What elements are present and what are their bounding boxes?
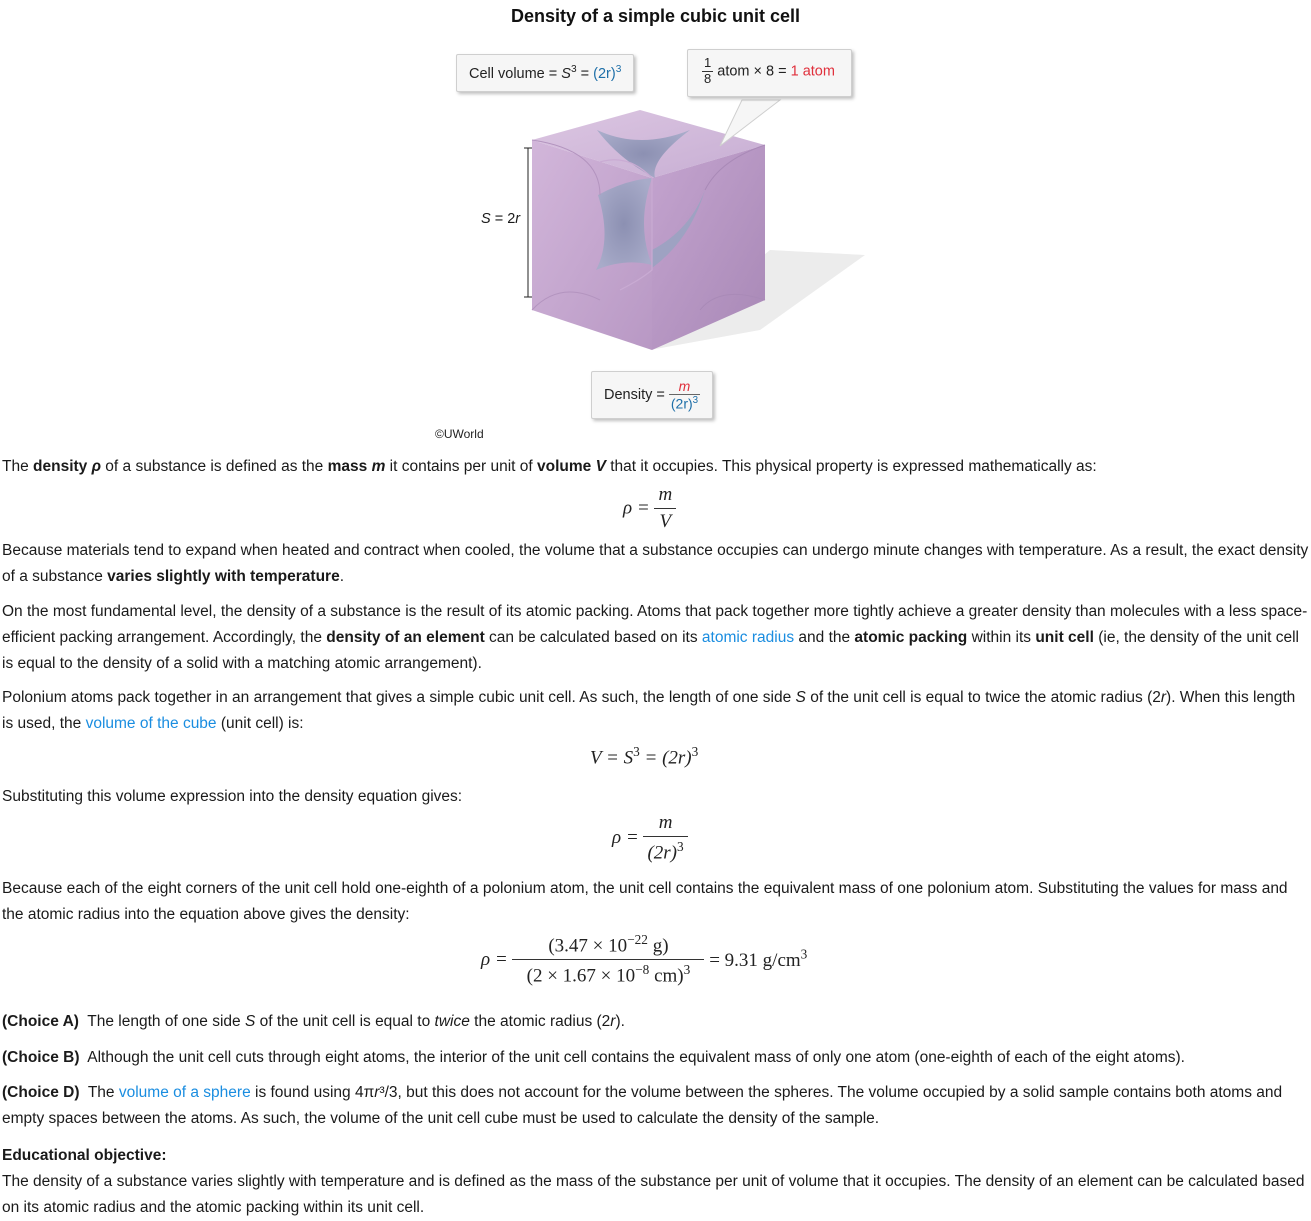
text-fragment: it contains per unit of [385,458,537,475]
text-fragment: twice [434,1013,470,1030]
text-fragment: m [669,378,700,395]
text-fragment: is found using 4π [250,1084,375,1101]
text-fragment: 3 [683,962,691,978]
text-fragment: (2r) [647,842,678,864]
text-fragment: ). When this length is used, the [2,689,1296,732]
density-label: Density = [604,386,669,403]
text-fragment: (3.47 × 10 [548,935,628,957]
text-fragment: (ie, the density of the unit cell is equal to the density of a solid with a matching atomic arrangement). [2,629,1299,672]
text-fragment: atomic packing [854,629,968,646]
figure-title: Density of a simple cubic unit cell [510,6,801,26]
paragraph-temperature [2,538,1310,590]
text-fragment: can be calculated based on its [484,629,702,646]
text-fragment: density of an element [326,629,485,646]
text-fragment: of a substance is defined as the [100,458,328,475]
text-fragment: of the unit cell is equal to twice the atomic radius (2 [805,689,1161,706]
text-fragment: (2 × 1.67 × 10 [526,965,636,987]
atom-count-result: 1 atom [790,63,835,80]
equation-density-radius [612,812,688,864]
text-fragment: r [610,1013,616,1030]
text-fragment: . [339,568,345,585]
text-fragment: and the [794,629,855,646]
text-fragment: the atomic radius (2 [469,1013,611,1030]
text-fragment: ³/3, but this does not account for the volume between the spheres. The volume occupied by a solid sample contains both atoms and empty spaces between the atoms. As such, the volume of the unit cell cube must be used to calculate the density of the sample. [2,1084,1283,1127]
text-fragment: 8 [704,70,712,86]
text-fragment: ρ = [612,827,639,849]
text-fragment: V [595,458,606,475]
text-fragment: m [371,458,386,475]
text-fragment: (unit cell) is: [216,715,304,732]
callout-pointer [720,100,780,146]
volume-of-sphere-link[interactable]: volume of a sphere [118,1084,251,1101]
text-fragment: = 9.31 g/cm [709,950,801,972]
text-fragment: ρ = [623,497,650,519]
volume-of-cube-link[interactable]: volume of the cube [85,715,217,732]
equation-density-basic [623,484,676,533]
text-fragment: Because materials tend to expand when heated and contract when cooled, the volume that a substance occupies can undergo minute changes with temperature. As a result, the exact density of a substance [2,542,1309,585]
text-fragment: of the unit cell is equal to [255,1013,435,1030]
one-eighth-fraction [702,56,713,87]
text-fragment: ). [615,1013,625,1030]
text-fragment: mass [327,458,372,475]
text-fragment: cm) [649,965,684,987]
paragraph-density-definition [2,454,1310,480]
unit-cell-figure [0,0,1311,445]
cell-volume-value: (2r) [593,65,616,82]
text-fragment: (2r) [670,395,693,412]
text-fragment: varies slightly with temperature [107,568,340,585]
paragraph-substituting: Substituting this volume expression into the density equation gives: [2,788,463,805]
text-fragment: r [1160,689,1167,706]
text-fragment: g) [647,935,669,957]
text-fragment: = [576,65,594,82]
text-fragment: 3 [800,947,808,963]
density-fraction [669,378,700,412]
text-fragment: S [561,65,571,82]
copyright: ©UWorld [435,427,484,441]
text-fragment: r [374,1084,380,1101]
objective-heading: Educational objective: [2,1147,167,1164]
text-fragment: The [79,1084,119,1101]
text-fragment: 3 [615,64,622,75]
text-fragment: 3 [570,64,577,75]
atom-count-callout [687,49,852,97]
text-fragment: m [654,484,676,509]
objective-text: The density of a substance varies slightly with temperature and is defined as the mass of the substance per unit of volume that it occupies. The density of an element can be calculated based on its atomic radius and the atomic packing within its unit cell. [2,1173,1305,1216]
equation-density-value [481,932,807,988]
cell-volume-label: Cell volume = [469,65,562,82]
text-fragment: The length of one side [78,1013,245,1030]
text-fragment: (Choice D) [2,1084,80,1101]
choice-d-explanation [2,1080,1310,1132]
choice-a-explanation [2,1009,1310,1035]
text-fragment: Polonium atoms pack together in an arrangement that gives a simple cubic unit cell. As such, the length of one side [2,689,796,706]
cell-volume-callout [456,54,634,92]
text-fragment: The [2,458,34,475]
text-fragment: r [515,211,521,227]
text-fragment: 3 [692,395,699,407]
text-fragment: m [643,812,687,837]
text-fragment: within its [967,629,1036,646]
text-fragment: V = S [590,747,634,769]
text-fragment: ρ = [481,948,508,970]
text-fragment: 3 [677,839,684,854]
text-fragment: (Choice B) [2,1049,80,1066]
text-fragment: V [659,511,672,532]
atomic-radius-link[interactable]: atomic radius [701,629,795,646]
paragraph-eight-corners: Because each of the eight corners of the unit cell hold one-eighth of a polonium atom, the unit cell contains the equivalent mass of one polonium atom. Substituting the values for mass and the atomic radius into the equation above gives the density: [2,880,1288,923]
text-fragment: density [33,458,92,475]
front-cavity [596,178,652,270]
text-fragment: (Choice A) [2,1013,79,1030]
text-fragment: that it occupies. This physical property is expressed mathematically as: [605,458,1097,475]
text-fragment: 3 [691,744,699,759]
text-fragment: = 2 [490,211,516,227]
text-fragment: S [795,689,806,706]
text-fragment: −8 [635,962,650,978]
text-fragment: = (2r) [639,747,692,769]
educational-objective [2,1143,1310,1221]
choice-b-explanation [2,1045,1310,1071]
density-callout [591,371,713,419]
text-fragment: volume [537,458,596,475]
equation-cube-volume [590,744,698,769]
text-fragment: ρ [91,458,101,475]
text-fragment: atom × 8 = [717,63,791,80]
text-fragment: S [481,211,491,227]
text-fragment: S [244,1013,256,1030]
text-fragment: −22 [627,932,648,947]
text-fragment: 1 [704,55,712,70]
text-fragment: 3 [633,744,640,759]
side-length-label [481,211,520,227]
paragraph-atomic-packing [2,599,1310,677]
text-fragment: On the most fundamental level, the density of a substance is the result of its atomic packing. Atoms that pack together more tightly achieve a greater density than molecules with a less space-efficient packing arrangement. Accordingly, the [2,603,1308,646]
text-fragment: unit cell [1035,629,1094,646]
paragraph-polonium [2,685,1310,737]
text-fragment: Although the unit cell cuts through eight atoms, the interior of the unit cell contains the equivalent mass of only one atom (one-eighth of each of the eight atoms). [79,1049,1185,1066]
